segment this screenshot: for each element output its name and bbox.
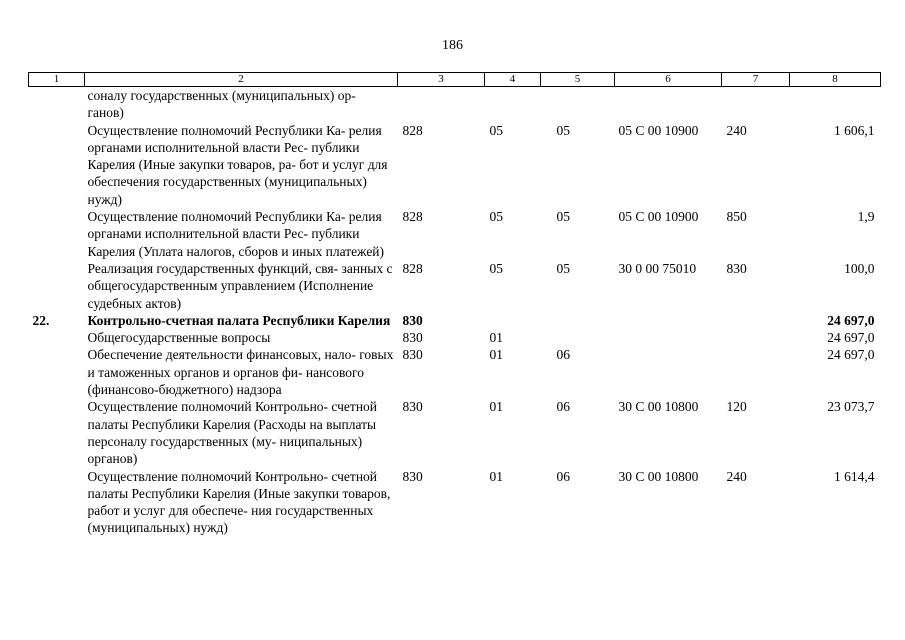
subsection-code (541, 329, 615, 346)
item-number (29, 122, 85, 208)
amount-value: 1,9 (857, 209, 875, 225)
column-header: 6 (615, 73, 722, 87)
ministry-code: 828 (402, 209, 423, 225)
amount-value: 24 697,0 (827, 330, 875, 346)
section-code (485, 87, 541, 122)
table-row (29, 346, 881, 398)
column-header: 7 (722, 73, 790, 87)
expense-type-code: 850 (726, 209, 747, 225)
amount-value: 24 697,0 (827, 347, 875, 363)
target-article-code: 30 С 00 10800 (618, 468, 699, 484)
table-row (29, 260, 881, 312)
target-article-code (615, 346, 722, 398)
section-code: 05 (489, 260, 503, 276)
ministry-code: 830 (402, 347, 423, 363)
expense-type-code: 240 (726, 468, 747, 484)
item-number (29, 398, 85, 467)
column-header: 4 (485, 73, 541, 87)
subsection-code (541, 312, 615, 329)
subsection-code: 06 (556, 399, 570, 415)
expense-type-code (722, 312, 790, 329)
section-code: 01 (489, 347, 503, 363)
ministry-code: 830 (402, 330, 423, 346)
table-row (29, 468, 881, 537)
amount-value: 100,0 (844, 260, 875, 276)
subsection-code: 05 (556, 122, 570, 138)
item-number (29, 329, 85, 346)
subsection-code (541, 87, 615, 122)
item-name: Осуществление полномочий Контрольно- счетной палаты Республики Карелия (Расходы на выплаты персоналу государственных (му- ниципальных) органов) (87, 399, 378, 467)
ministry-code (398, 87, 485, 122)
target-article-code (615, 87, 722, 122)
item-number (29, 208, 85, 260)
section-code: 05 (489, 209, 503, 225)
subsection-code: 05 (556, 260, 570, 276)
table-row (29, 312, 881, 329)
expense-type-code (722, 329, 790, 346)
table-row (29, 398, 881, 467)
expense-type-code: 830 (726, 260, 747, 276)
table-row (29, 87, 881, 122)
column-header: 1 (29, 73, 85, 87)
item-name: Осуществление полномочий Республики Ка- релия органами исполнительной власти Рес- публики Карелия (Уплата налогов, сборов и иных платежей) (87, 209, 385, 259)
item-name: Контрольно-счетная палата Республики Карелия (87, 312, 391, 328)
column-header: 8 (790, 73, 881, 87)
target-article-code: 05 С 00 10900 (618, 209, 699, 225)
item-number (29, 346, 85, 398)
item-name: Общегосударственные вопросы (87, 330, 271, 346)
section-code: 01 (489, 399, 503, 415)
item-name: Реализация государственных функций, свя- занных с общегосударственным управлением (Исполнение судебных актов) (87, 260, 393, 311)
expense-type-code (722, 346, 790, 398)
subsection-code: 05 (556, 209, 570, 225)
ministry-code: 828 (402, 260, 423, 276)
item-name: Обеспечение деятельности финансовых, нало- говых и таможенных органов и органов фи- нансового (финансово-бюджетного) надзора (87, 347, 394, 398)
item-name: соналу государственных (муниципальных) ор- ганов) (87, 88, 356, 121)
table-row (29, 122, 881, 208)
table-row (29, 329, 881, 346)
item-name: Осуществление полномочий Контрольно- счетной палаты Республики Карелия (Иные закупки товаров, работ и услуг для обеспече- ния государственных (муниципальных) нужд) (87, 468, 391, 536)
item-number: 22. (32, 312, 50, 328)
item-name: Осуществление полномочий Республики Ка- релия органами исполнительной власти Рес- публики Карелия (Иные закупки товаров, ра- бот и услуг для обеспечения государственных (муниципальных) нужд) (87, 122, 388, 207)
page-number: 186 (442, 38, 463, 53)
item-number (29, 260, 85, 312)
ministry-code: 828 (402, 122, 423, 138)
target-article-code (615, 329, 722, 346)
target-article-code: 30 С 00 10800 (618, 399, 699, 415)
column-header: 2 (85, 73, 398, 87)
amount-value: 24 697,0 (827, 312, 875, 328)
table-row (29, 208, 881, 260)
target-article-code: 30 0 00 75010 (618, 260, 697, 276)
column-number-header (29, 73, 881, 87)
expense-type-code: 240 (726, 122, 747, 138)
subsection-code: 06 (556, 347, 570, 363)
expense-type-code (722, 87, 790, 122)
amount-value: 23 073,7 (827, 399, 875, 415)
amount-value: 1 614,4 (834, 468, 875, 484)
expense-type-code: 120 (726, 399, 747, 415)
budget-table (28, 72, 881, 537)
ministry-code: 830 (402, 312, 423, 328)
ministry-code: 830 (402, 399, 423, 415)
ministry-code: 830 (402, 468, 423, 484)
section-code: 01 (489, 468, 503, 484)
item-number (29, 87, 85, 122)
column-header: 3 (398, 73, 485, 87)
amount-value (790, 87, 881, 122)
item-number (29, 468, 85, 537)
target-article-code (615, 312, 722, 329)
section-code: 01 (489, 330, 503, 346)
section-code: 05 (489, 122, 503, 138)
section-code (485, 312, 541, 329)
subsection-code: 06 (556, 468, 570, 484)
column-header: 5 (541, 73, 615, 87)
amount-value: 1 606,1 (834, 122, 875, 138)
target-article-code: 05 С 00 10900 (618, 122, 699, 138)
